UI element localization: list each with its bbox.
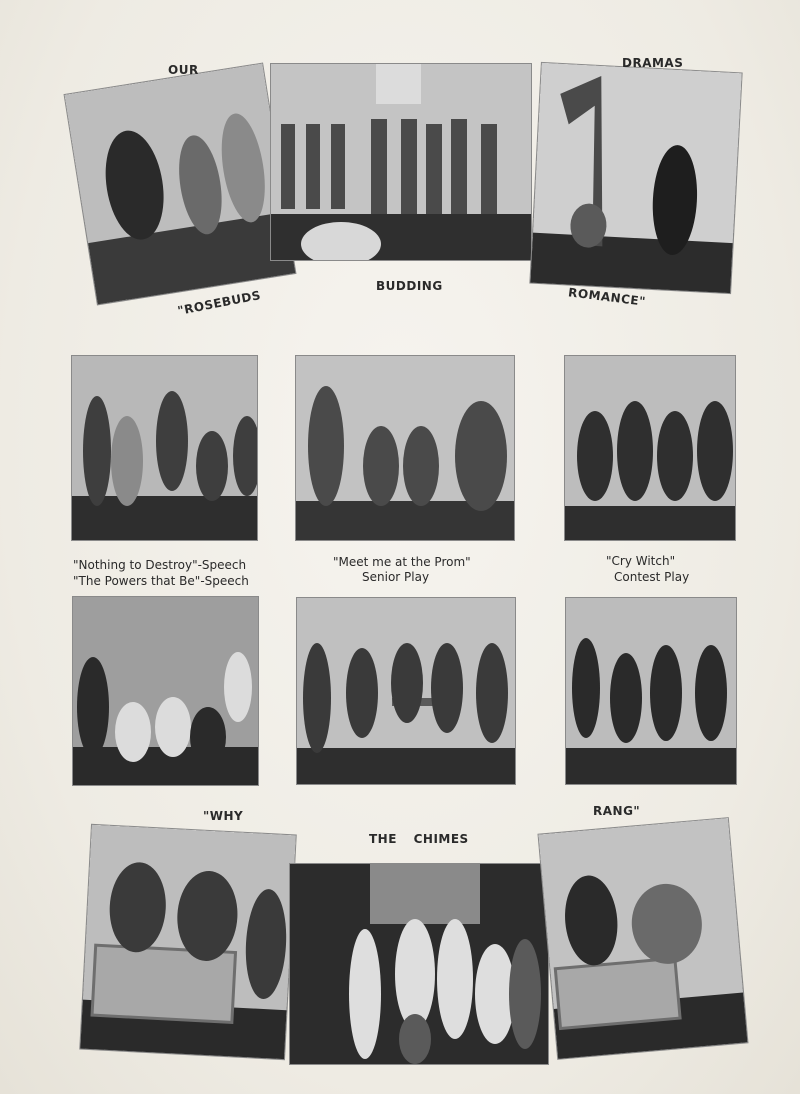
photo-chimes-center (290, 864, 548, 1064)
header-our: OUR (168, 63, 199, 77)
header-romance: ROMANCE" (567, 285, 647, 309)
photo-row3-right (566, 598, 736, 784)
header-why: "WHY (203, 809, 244, 823)
photo-rosebuds-left (65, 64, 296, 305)
header-budding: BUDDING (376, 279, 443, 293)
header-rosebuds: "ROSEBUDS (176, 288, 263, 318)
header-the-chimes: THE CHIMES (369, 832, 469, 846)
photo-cry-witch (565, 356, 735, 540)
photo-romance-right (530, 63, 741, 293)
photo-row3-center (297, 598, 515, 784)
header-dramas: DRAMAS (622, 56, 684, 70)
caption-senior-play: Senior Play (362, 570, 430, 584)
photo-chimes-left (80, 825, 295, 1059)
header-rang: RANG" (593, 804, 641, 818)
caption-contest-play: Contest Play (614, 570, 690, 584)
photo-meet-me-at-the-prom (296, 356, 514, 540)
caption-nothing-to-destroy: "Nothing to Destroy"-Speech (73, 558, 247, 572)
photo-row3-left (73, 597, 258, 785)
photo-budding-center (271, 64, 531, 260)
caption-meet-me-at-the-prom: "Meet me at the Prom" (333, 555, 471, 569)
caption-cry-witch: "Cry Witch" (606, 554, 676, 568)
caption-powers-that-be: "The Powers that Be"-Speech (73, 574, 249, 588)
photo-nothing-to-destroy (72, 356, 257, 540)
photo-chimes-right (539, 818, 748, 1059)
